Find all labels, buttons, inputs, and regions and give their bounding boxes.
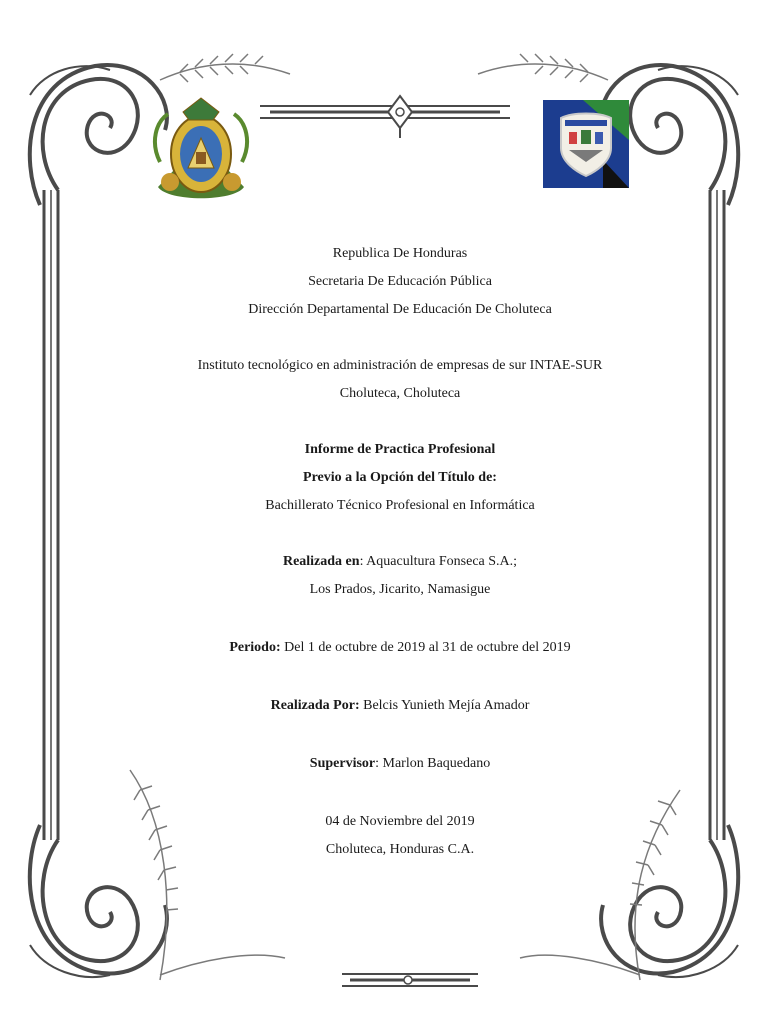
supervisor-line [140,750,660,778]
supervisor-value: : Marlon Baquedano [375,756,491,771]
author-line [140,692,660,720]
report-title: Informe de Practica Profesional [304,442,496,457]
place-value: : Aquacultura Fonseca S.A.; [359,554,518,569]
wheat-top-left [160,54,290,82]
period-value: Del 1 de octubre de 2019 al 31 de octubre del 2019 [280,640,571,655]
frame-bottom-ornament [342,974,478,986]
school-shield-logo-icon [543,100,629,188]
country-line: Republica De Honduras [332,246,468,261]
honduras-coat-of-arms-icon [148,92,254,212]
report-subtitle: Previo a la Opción del Título de: [303,470,497,485]
address-line: Los Prados, Jicarito, Namasigue [309,582,491,597]
department-line: Dirección Departamental De Educación De Choluteca [248,302,552,317]
date-line: 04 de Noviembre del 2019 [325,814,475,829]
author-label: Realizada Por: [270,698,360,713]
frame-left-bar [44,190,58,840]
place-label: Realizada en [282,554,360,569]
period-line [140,634,660,662]
ministry-line: Secretaria De Educación Pública [308,274,492,289]
frame-right-bar [710,190,724,840]
cover-page-content [140,240,660,864]
author-value: Belcis Yunieth Mejía Amador [359,698,530,713]
wheat-top-right [478,54,608,82]
institute-city: Choluteca, Choluteca [339,386,461,401]
degree-line: Bachillerato Técnico Profesional en Informática [265,498,535,513]
place-line [140,548,660,576]
location-line: Choluteca, Honduras C.A. [325,842,475,857]
institute-name: Instituto tecnológico en administración de empresas de sur INTAE-SUR [197,358,603,373]
period-label: Periodo: [229,640,281,655]
supervisor-label: Supervisor [309,756,376,771]
frame-top-ornament [260,96,510,138]
frame-corner-top-left [30,65,167,205]
